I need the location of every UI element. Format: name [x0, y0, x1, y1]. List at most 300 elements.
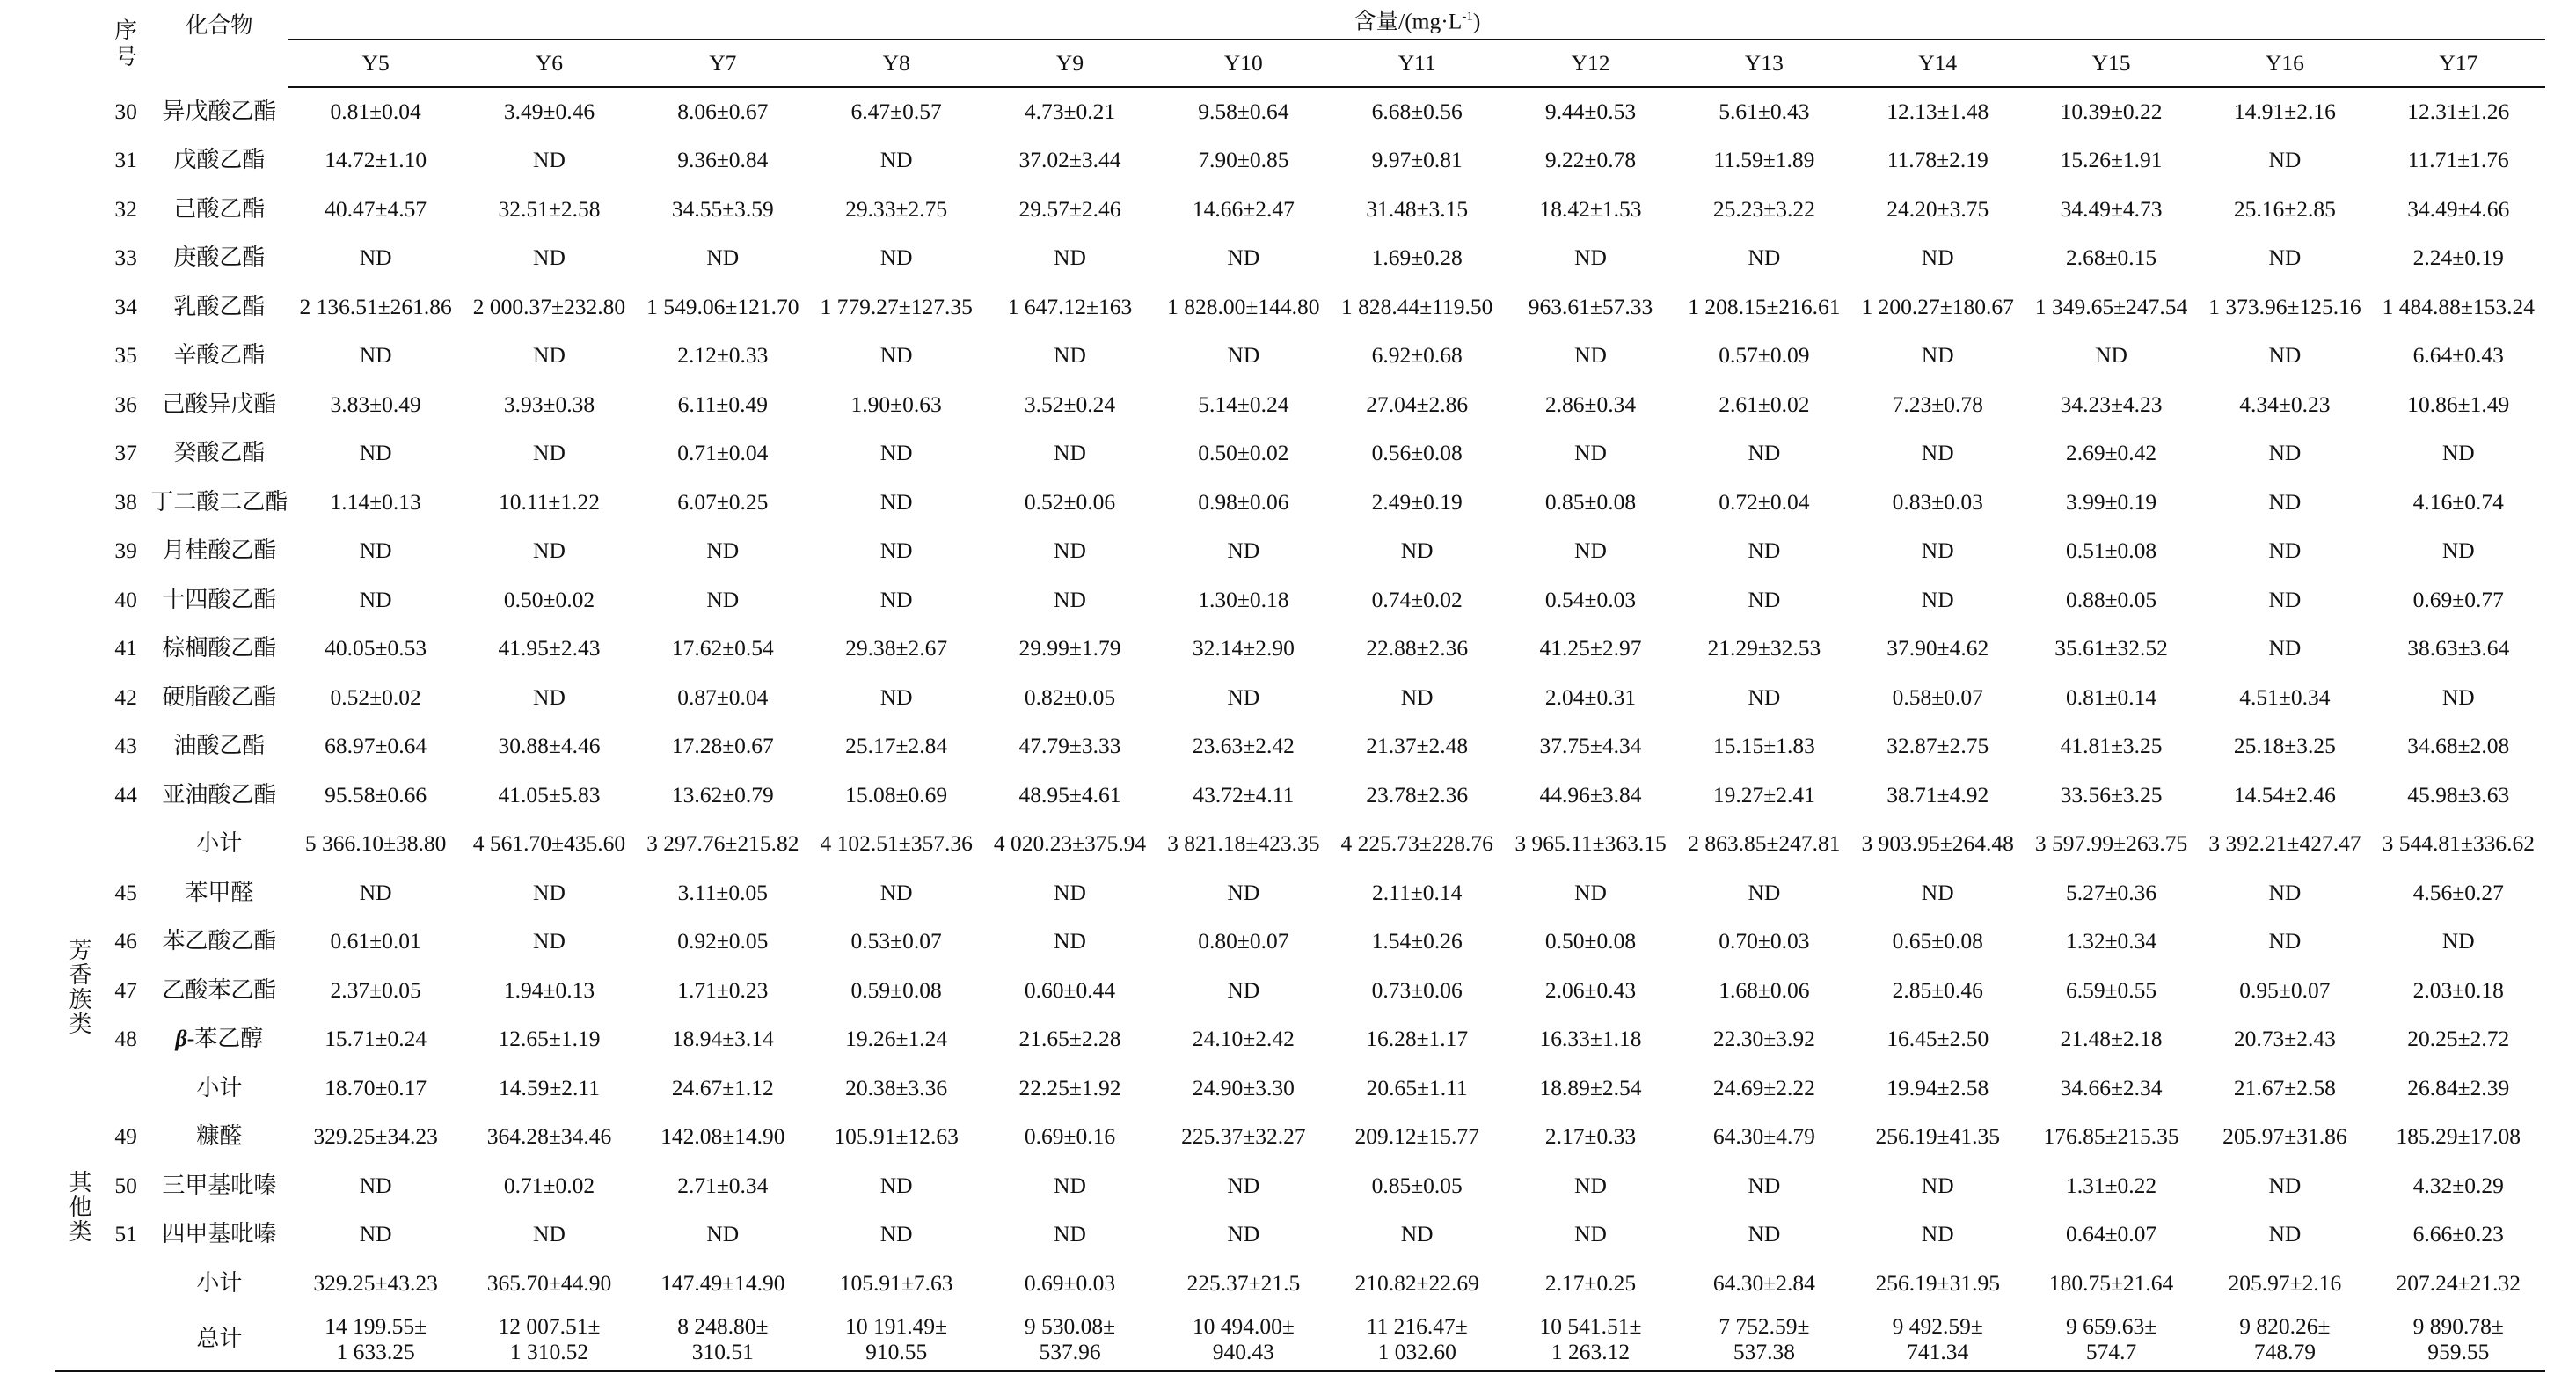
value-cell: 0.65±0.08 — [1892, 928, 1983, 954]
compound-name: 亚油酸乙酯 — [162, 781, 277, 808]
value-cell: 10.39±0.22 — [2060, 99, 2163, 125]
compound-name: 小计 — [196, 1269, 243, 1296]
value-cell: 0.69±0.16 — [1024, 1123, 1116, 1150]
value-cell: 4 102.51±357.36 — [820, 830, 973, 857]
row-number: 42 — [114, 683, 137, 710]
value-cell: 11.78±2.19 — [1886, 147, 1989, 173]
value-cell: 25.17±2.84 — [845, 733, 948, 759]
value-cell: 30.88±4.46 — [498, 733, 601, 759]
value-cell: 20.25±2.72 — [2407, 1026, 2510, 1052]
total-value-line1: 11 216.47± — [1366, 1312, 1468, 1339]
total-value-line2: 910.55 — [865, 1338, 928, 1364]
value-cell: 21.29±32.53 — [1707, 635, 1821, 661]
value-cell: 1.54±0.26 — [1371, 928, 1463, 954]
value-cell: 24.20±3.75 — [1886, 195, 1989, 222]
table-row — [55, 380, 2545, 429]
value-cell: ND — [1748, 440, 1781, 466]
total-value-line1: 10 541.51± — [1539, 1312, 1642, 1339]
row-number — [102, 1259, 150, 1308]
value-cell: ND — [1748, 879, 1781, 905]
category-label: 其他类 — [66, 1170, 92, 1244]
compound-name: 硬脂酸乙酯 — [162, 683, 277, 710]
value-cell: 21.48±2.18 — [2060, 1026, 2163, 1052]
value-cell: 1 200.27±180.67 — [1861, 293, 2014, 319]
value-cell: ND — [879, 245, 913, 271]
value-cell: 26.84±2.39 — [2407, 1074, 2510, 1100]
total-value-cell — [636, 1308, 809, 1371]
total-value-cell — [288, 1308, 462, 1371]
sample-header-y8: Y8 — [809, 40, 982, 87]
value-cell: 0.70±0.03 — [1719, 928, 1810, 954]
value-cell: 18.89±2.54 — [1539, 1074, 1642, 1100]
value-cell: ND — [879, 342, 913, 369]
value-cell: ND — [359, 1221, 392, 1247]
value-cell: ND — [359, 1172, 392, 1198]
value-cell: ND — [1921, 1172, 1954, 1198]
compound-name-text: -苯乙醇 — [186, 1026, 264, 1052]
compound-name-prefix: β — [175, 1026, 187, 1052]
value-cell: 3 297.76±215.82 — [646, 830, 799, 857]
value-cell: 2.69±0.42 — [2065, 440, 2157, 466]
sample-header-y10: Y10 — [1157, 40, 1330, 87]
value-cell: 29.33±2.75 — [845, 195, 948, 222]
value-cell: 0.72±0.04 — [1719, 488, 1810, 515]
value-cell: 12.65±1.19 — [498, 1026, 601, 1052]
value-cell: ND — [1054, 879, 1086, 905]
value-cell: ND — [1921, 1221, 1954, 1247]
value-cell: ND — [2095, 342, 2127, 369]
compound-name: 十四酸乙酯 — [162, 586, 277, 612]
value-cell: ND — [533, 537, 566, 564]
value-cell: 37.02±3.44 — [1018, 147, 1121, 173]
value-cell: 21.67±2.58 — [2233, 1074, 2336, 1100]
value-cell: 0.82±0.05 — [1024, 683, 1116, 710]
value-cell: 2.11±0.14 — [1372, 879, 1463, 905]
value-cell: 0.73±0.06 — [1371, 976, 1463, 1003]
compound-name: 庚酸乙酯 — [173, 245, 266, 271]
value-cell: 4.16±0.74 — [2412, 488, 2504, 515]
value-cell: ND — [359, 586, 392, 612]
value-cell: 37.75±4.34 — [1539, 733, 1642, 759]
total-value-line2: 959.55 — [2427, 1338, 2490, 1364]
value-cell: 14.59±2.11 — [498, 1074, 600, 1100]
value-cell: 19.94±2.58 — [1886, 1074, 1989, 1100]
value-cell: 209.12±15.77 — [1354, 1123, 1479, 1150]
value-cell: 12.13±1.48 — [1886, 99, 1989, 125]
value-cell: 20.65±1.11 — [1366, 1074, 1468, 1100]
compound-name: 三甲基吡嗪 — [162, 1172, 277, 1198]
sample-header-y13: Y13 — [1677, 40, 1850, 87]
value-cell: ND — [533, 683, 566, 710]
compound-name: 四甲基吡嗪 — [162, 1221, 277, 1247]
value-cell: 32.51±2.58 — [498, 195, 601, 222]
value-cell: ND — [2268, 586, 2302, 612]
value-cell: 5.14±0.24 — [1198, 391, 1289, 417]
total-value-line2: 574.7 — [2085, 1338, 2137, 1364]
content-label-close: ) — [1472, 8, 1481, 34]
value-cell: ND — [1227, 245, 1260, 271]
value-cell: 5 366.10±38.80 — [304, 830, 447, 857]
value-cell: 22.88±2.36 — [1366, 635, 1469, 661]
table-row — [55, 478, 2545, 527]
value-cell: ND — [1054, 342, 1086, 369]
value-cell: 0.69±0.03 — [1024, 1269, 1116, 1296]
compound-name: 棕榈酸乙酯 — [162, 635, 277, 661]
value-cell: 29.57±2.46 — [1018, 195, 1121, 222]
value-cell: ND — [2441, 928, 2475, 954]
value-cell: 1.30±0.18 — [1198, 586, 1289, 612]
total-empty-cell — [55, 1308, 102, 1371]
value-cell: 2 863.85±247.81 — [1688, 830, 1841, 857]
value-cell: 0.56±0.08 — [1371, 440, 1463, 466]
value-cell: 147.49±14.90 — [660, 1269, 785, 1296]
compound-header: 化合物 — [186, 12, 253, 38]
sample-header-row — [55, 40, 2545, 87]
value-cell: 7.23±0.78 — [1892, 391, 1983, 417]
value-cell: ND — [2268, 440, 2302, 466]
value-cell: 47.79±3.33 — [1018, 733, 1121, 759]
value-cell: ND — [1054, 1172, 1086, 1198]
value-cell: 64.30±4.79 — [1712, 1123, 1815, 1150]
value-cell: ND — [1227, 976, 1260, 1003]
table-row — [55, 234, 2545, 283]
value-cell: ND — [2441, 440, 2475, 466]
total-value-line1: 10 191.49± — [845, 1312, 948, 1339]
compound-name: 丁二酸二乙酯 — [150, 488, 288, 515]
compound-name: 乳酸乙酯 — [173, 293, 266, 319]
value-cell: 1 484.88±153.24 — [2382, 293, 2535, 319]
value-cell: 2 136.51±261.86 — [299, 293, 452, 319]
value-cell: 12.31±1.26 — [2407, 99, 2510, 125]
total-value-line1: 8 248.80± — [677, 1312, 769, 1339]
value-cell: 0.83±0.03 — [1892, 488, 1983, 515]
value-cell: ND — [2268, 537, 2302, 564]
row-number: 38 — [114, 488, 137, 515]
content-unit-header — [288, 0, 2545, 40]
value-cell: 34.55±3.59 — [671, 195, 774, 222]
row-number: 45 — [114, 879, 137, 905]
value-cell: 2.37±0.05 — [330, 976, 421, 1003]
value-cell: ND — [359, 537, 392, 564]
value-cell: 3 392.21±427.47 — [2208, 830, 2361, 857]
value-cell: 41.25±2.97 — [1539, 635, 1642, 661]
sample-header-y6: Y6 — [463, 40, 636, 87]
value-cell: ND — [533, 245, 566, 271]
value-cell: 0.58±0.07 — [1892, 683, 1983, 710]
value-cell: 0.54±0.03 — [1544, 586, 1637, 612]
total-value-cell — [1851, 1308, 2025, 1371]
table-row — [55, 282, 2545, 332]
value-cell: 3 821.18±423.35 — [1167, 830, 1320, 857]
value-cell: 18.70±0.17 — [325, 1074, 427, 1100]
row-number: 34 — [114, 293, 137, 319]
content-unit-sup: -1 — [1462, 10, 1473, 25]
value-cell: ND — [1227, 683, 1260, 710]
value-cell: 2.86±0.34 — [1544, 391, 1637, 417]
value-cell: ND — [1227, 879, 1260, 905]
value-cell: 34.68±2.08 — [2407, 733, 2510, 759]
value-cell: 20.38±3.36 — [845, 1074, 948, 1100]
table-row — [55, 136, 2545, 186]
value-cell: 17.62±0.54 — [671, 635, 774, 661]
value-cell: ND — [2268, 147, 2302, 173]
value-cell: ND — [2268, 928, 2302, 954]
value-cell: 13.62±0.79 — [671, 781, 774, 808]
table-row — [55, 966, 2545, 1015]
value-cell: ND — [706, 586, 740, 612]
value-cell: 15.08±0.69 — [845, 781, 948, 808]
compound-name: 异戊酸乙酯 — [162, 98, 277, 124]
value-cell: ND — [1227, 342, 1260, 369]
total-value-line2: 741.34 — [1907, 1338, 1969, 1364]
value-cell: ND — [1227, 1172, 1260, 1198]
value-cell: 963.61±57.33 — [1528, 293, 1653, 319]
value-cell: 21.37±2.48 — [1366, 733, 1469, 759]
value-cell: ND — [359, 879, 392, 905]
total-value-line1: 12 007.51± — [498, 1312, 601, 1339]
value-cell: 3 597.99±263.75 — [2034, 830, 2188, 857]
value-cell: 22.30±3.92 — [1712, 1026, 1815, 1052]
table-row — [55, 1015, 2545, 1064]
value-cell: 1.14±0.13 — [330, 488, 421, 515]
category-cell — [55, 868, 102, 1113]
row-number: 49 — [114, 1123, 137, 1150]
row-number: 31 — [114, 147, 137, 173]
value-cell: 3.93±0.38 — [503, 391, 595, 417]
row-number: 41 — [114, 635, 137, 661]
value-cell: ND — [1054, 245, 1086, 271]
value-cell: ND — [1748, 586, 1781, 612]
table-row — [55, 1210, 2545, 1260]
value-cell: ND — [2268, 1221, 2302, 1247]
sample-header-y11: Y11 — [1331, 40, 1504, 87]
value-cell: ND — [1574, 1221, 1607, 1247]
value-cell: 0.85±0.08 — [1544, 488, 1637, 515]
total-value-line2: 1 310.52 — [509, 1338, 589, 1364]
value-cell: 3.49±0.46 — [503, 99, 595, 125]
category-label: 芳香族类 — [66, 938, 92, 1037]
value-cell: 33.56±3.25 — [2060, 781, 2163, 808]
row-number: 33 — [114, 245, 137, 271]
value-cell: ND — [1227, 1221, 1260, 1247]
value-cell: 19.26±1.24 — [845, 1026, 948, 1052]
subtotal-row — [55, 1259, 2545, 1308]
value-cell: ND — [2268, 879, 2302, 905]
value-cell: 0.81±0.14 — [2065, 683, 2157, 710]
compound-name: 乙酸苯乙酯 — [162, 976, 277, 1003]
value-cell: 4 020.23±375.94 — [993, 830, 1147, 857]
value-cell: 3 965.11±363.15 — [1514, 830, 1667, 857]
total-value-line1: 9 492.59± — [1892, 1312, 1983, 1339]
value-cell: ND — [533, 879, 566, 905]
value-cell: 34.49±4.73 — [2060, 195, 2163, 222]
value-cell: 6.66±0.23 — [2412, 1221, 2504, 1247]
value-cell: 15.71±0.24 — [325, 1026, 427, 1052]
table-row — [55, 429, 2545, 479]
value-cell: 2.49±0.19 — [1371, 488, 1463, 515]
value-cell: 364.28±34.46 — [486, 1123, 612, 1150]
value-cell: ND — [1054, 586, 1086, 612]
total-value-cell — [2025, 1308, 2198, 1371]
row-number — [102, 820, 150, 869]
total-value-line1: 7 752.59± — [1719, 1312, 1810, 1339]
value-cell: 0.92±0.05 — [677, 928, 769, 954]
compound-name: 糠醛 — [196, 1123, 243, 1150]
table-row — [55, 527, 2545, 576]
row-number: 46 — [114, 928, 137, 954]
value-cell: 10.86±1.49 — [2407, 391, 2510, 417]
row-number: 37 — [114, 440, 137, 466]
value-cell: 16.45±2.50 — [1886, 1026, 1989, 1052]
value-cell: 6.47±0.57 — [850, 99, 942, 125]
compound-name: 小计 — [196, 830, 243, 857]
category-cell — [55, 1113, 102, 1308]
value-cell: 38.63±3.64 — [2407, 635, 2510, 661]
value-cell: 44.96±3.84 — [1539, 781, 1642, 808]
value-cell: 41.05±5.83 — [498, 781, 601, 808]
value-cell: 24.90±3.30 — [1192, 1074, 1295, 1100]
value-cell: ND — [1921, 537, 1954, 564]
row-number: 40 — [114, 586, 137, 612]
value-cell: 1 828.44±119.50 — [1340, 293, 1493, 319]
value-cell: 41.95±2.43 — [498, 635, 601, 661]
value-cell: 1.31±0.22 — [2065, 1172, 2157, 1198]
value-cell: 4.34±0.23 — [2239, 391, 2331, 417]
value-cell: ND — [2441, 537, 2475, 564]
value-cell: ND — [1921, 586, 1954, 612]
content-label: 含量/(mg·L — [1354, 8, 1463, 34]
value-cell: 23.63±2.42 — [1192, 733, 1295, 759]
value-cell: 0.87±0.04 — [677, 683, 769, 710]
sample-header-y15: Y15 — [2025, 40, 2198, 87]
value-cell: 6.07±0.25 — [677, 488, 769, 515]
value-cell: 23.78±2.36 — [1366, 781, 1469, 808]
row-number: 43 — [114, 733, 137, 759]
value-cell: 0.95±0.07 — [2239, 976, 2331, 1003]
value-cell: 24.69±2.22 — [1712, 1074, 1815, 1100]
value-cell: 1 647.12±163 — [1007, 293, 1133, 319]
sample-header-y7: Y7 — [636, 40, 809, 87]
no-header: 序号 — [114, 17, 137, 69]
value-cell: 9.97±0.81 — [1371, 147, 1463, 173]
total-value-line2: 310.51 — [691, 1338, 754, 1364]
value-cell: ND — [1574, 440, 1607, 466]
row-number: 39 — [114, 537, 137, 564]
value-cell: 210.82±22.69 — [1354, 1269, 1479, 1296]
total-value-cell — [2372, 1308, 2545, 1371]
value-cell: 64.30±2.84 — [1712, 1269, 1815, 1296]
total-value-cell — [1677, 1308, 1850, 1371]
value-cell: 17.28±0.67 — [671, 733, 774, 759]
value-cell: 41.81±3.25 — [2060, 733, 2163, 759]
value-cell: 205.97±2.16 — [2228, 1269, 2342, 1296]
row-number: 32 — [114, 195, 137, 222]
value-cell: 1 373.96±125.16 — [2208, 293, 2361, 319]
subtotal-row — [55, 820, 2545, 869]
value-cell: 2.61±0.02 — [1719, 391, 1810, 417]
sample-header-y9: Y9 — [983, 40, 1157, 87]
value-cell: 0.60±0.44 — [1024, 976, 1116, 1003]
value-cell: 24.67±1.12 — [671, 1074, 774, 1100]
compound-name: 月桂酸乙酯 — [162, 537, 277, 564]
value-cell: ND — [1748, 1172, 1781, 1198]
value-cell: 256.19±31.95 — [1875, 1269, 2000, 1296]
value-cell: ND — [1921, 879, 1954, 905]
value-cell: 0.59±0.08 — [850, 976, 942, 1003]
value-cell: 0.50±0.02 — [503, 586, 595, 612]
value-cell: 0.52±0.06 — [1024, 488, 1116, 515]
value-cell: 48.95±4.61 — [1018, 781, 1121, 808]
value-cell: 5.61±0.43 — [1719, 99, 1810, 125]
value-cell: ND — [1574, 537, 1607, 564]
value-cell: 1 828.00±144.80 — [1167, 293, 1320, 319]
value-cell: 25.16±2.85 — [2233, 195, 2336, 222]
value-cell: 1.94±0.13 — [503, 976, 595, 1003]
sample-header-y17: Y17 — [2372, 40, 2545, 87]
value-cell: 4.73±0.21 — [1024, 99, 1116, 125]
value-cell: 34.49±4.66 — [2407, 195, 2510, 222]
value-cell: ND — [879, 440, 913, 466]
value-cell: 2.85±0.46 — [1892, 976, 1983, 1003]
total-value-cell — [463, 1308, 636, 1371]
value-cell: 37.90±4.62 — [1886, 635, 1989, 661]
table-row — [55, 673, 2545, 722]
value-cell: 0.85±0.05 — [1371, 1172, 1463, 1198]
value-cell: ND — [1921, 245, 1954, 271]
value-cell: 31.48±3.15 — [1366, 195, 1469, 222]
compound-name: 戊酸乙酯 — [173, 147, 266, 173]
value-cell: 32.14±2.90 — [1192, 635, 1295, 661]
value-cell: 1.90±0.63 — [850, 391, 942, 417]
value-cell: 15.15±1.83 — [1712, 733, 1815, 759]
total-value-line2: 940.43 — [1212, 1338, 1274, 1364]
subtotal-row — [55, 1063, 2545, 1113]
value-cell: 20.73±2.43 — [2233, 1026, 2336, 1052]
value-cell: 95.58±0.66 — [325, 781, 427, 808]
row-number: 30 — [114, 98, 137, 124]
value-cell: 45.98±3.63 — [2407, 781, 2510, 808]
value-cell: 6.64±0.43 — [2412, 342, 2504, 369]
total-row — [55, 1308, 2545, 1371]
compound-name: 癸酸乙酯 — [173, 440, 266, 466]
value-cell: 2.17±0.25 — [1544, 1269, 1637, 1296]
value-cell: ND — [1748, 537, 1781, 564]
total-label: 总计 — [150, 1308, 288, 1371]
value-cell: 10.11±1.22 — [498, 488, 600, 515]
value-cell: ND — [2268, 342, 2302, 369]
value-cell: 0.71±0.04 — [677, 440, 769, 466]
value-cell: ND — [879, 1172, 913, 1198]
value-cell: 2.68±0.15 — [2065, 245, 2157, 271]
total-value-line1: 10 494.00± — [1192, 1312, 1295, 1339]
compound-name: 己酸异戊酯 — [162, 391, 277, 417]
value-cell: 19.27±2.41 — [1712, 781, 1815, 808]
value-cell: ND — [879, 879, 913, 905]
value-cell: 24.10±2.42 — [1192, 1026, 1295, 1052]
value-cell: 9.36±0.84 — [677, 147, 769, 173]
value-cell: 0.57±0.09 — [1719, 342, 1810, 369]
value-cell: 7.90±0.85 — [1198, 147, 1289, 173]
row-number: 44 — [114, 781, 137, 808]
total-value-line1: 9 659.63± — [2065, 1312, 2157, 1339]
value-cell: ND — [533, 147, 566, 173]
value-cell: 22.25±1.92 — [1018, 1074, 1121, 1100]
value-cell: ND — [1748, 1221, 1781, 1247]
value-cell: 329.25±43.23 — [313, 1269, 438, 1296]
value-cell: 2.03±0.18 — [2412, 976, 2504, 1003]
value-cell: ND — [1227, 537, 1260, 564]
sample-header-y12: Y12 — [1504, 40, 1677, 87]
